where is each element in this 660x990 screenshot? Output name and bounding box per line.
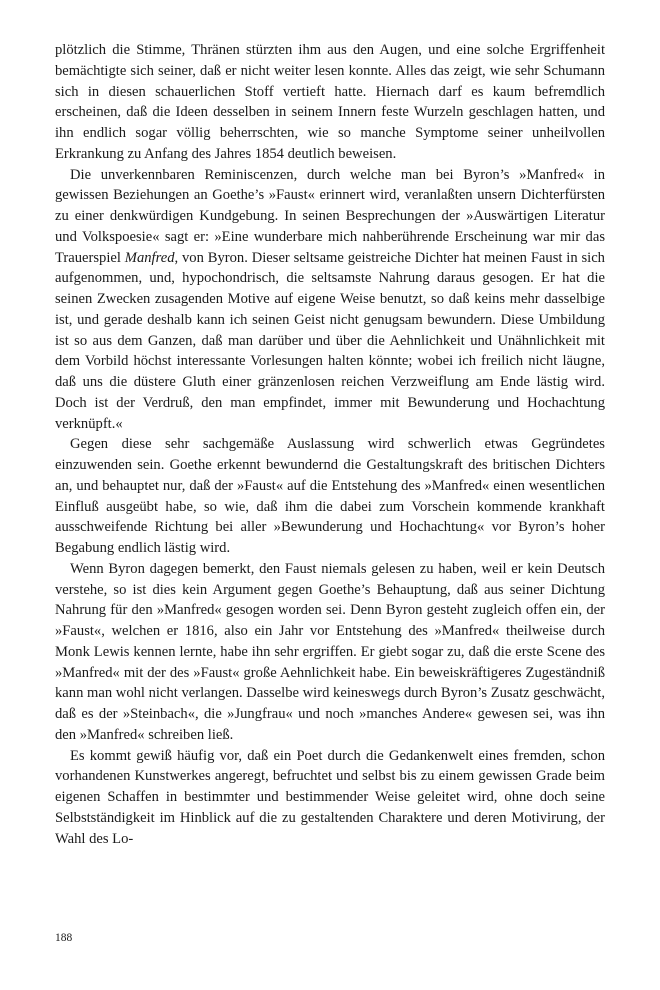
- paragraph-5: Es kommt gewiß häufig vor, daß ein Poet durch die Gedankenwelt eines fremden, schon vorhandenen Kunstwerkes angeregt, befruchtet und selbst bis zu einem gewissen Grade beim eigenen Schaffen in bestimmter und bestimmender Weise geleitet wird, ohne doch seine Selbstständigkeit im Hinblick auf die zu gestaltenden Charaktere und deren Motivirung, der Wahl des Lo-: [55, 747, 605, 847]
- page-body: [55, 40, 605, 849]
- paragraph-3: Gegen diese sehr sachgemäße Auslassung wird schwerlich etwas Gegründetes einzuwenden sein. Goethe erkennt bewundernd die Gestaltungskraft des britischen Dichters an, und behauptet nur, daß der »Faust« auf die Entstehung des »Manfred« einen wesentlichen Einfluß ausgeübt habe, so wie, daß ihm die dabei zum Vorschein kommende krankhaft ausschweifende Richtung bei aller »Bewunderung und Hochachtung« vor Byron’s hoher Begabung endlich lästig wird.: [55, 436, 605, 556]
- paragraph-2: [55, 165, 605, 435]
- page-number: 188: [55, 932, 73, 944]
- paragraph-2-part-b: , von Byron. Dieser seltsame geistreiche Dichter hat meinen Faust in sich aufgenommen, und, hypochondrisch, die seltsamste Nahrung daraus gesogen. Er hat die seinen Zwecken zusagenden Motive auf eigene Weise benutzt, so daß keins mehr dasselbige ist, und gerade deshalb kann ich seinen Geist nicht genugsam bewundern. Diese Umbildung ist so aus dem Ganzen, daß man darüber und über die Aehnlichkeit und Unähnlichkeit mit dem Vorbild höchst interessante Vorlesungen halten könnte; wobei ich freilich nicht läugne, daß uns die düstere Gluth einer gränzenlosen reichen Verzweiflung am Ende lästig wird. Doch ist der Verdruß, den man empfindet, immer mit Bewunderung und Hochachtung verknüpft.«: [55, 249, 605, 432]
- paragraph-4: Wenn Byron dagegen bemerkt, den Faust niemals gelesen zu haben, weil er kein Deutsch verstehe, so ist dies kein Argument gegen Goethe’s Behauptung, daß aus seiner Dichtung Nahrung für den »Manfred« gesogen worden sei. Denn Byron gesteht zugleich offen ein, der »Faust«, welchen er 1816, also ein Jahr vor Entstehung des »Manfred« theilweise durch Monk Lewis kennen lernte, habe ihn sehr ergriffen. Er giebt sogar zu, daß die erste Scene des »Manfred« mit der des »Faust« große Aehnlichkeit habe. Ein beweiskräftigeres Zugeständniß kann man wohl nicht verlangen. Dasselbe wird keineswegs durch Byron’s Zusatz geschwächt, daß es der »Steinbach«, die »Jungfrau« und noch »manches Andere« gewesen sei, was ihn den »Manfred« schreiben ließ.: [55, 560, 605, 743]
- manfred-title-italic: Manfred: [124, 249, 175, 266]
- paragraph-1: plötzlich die Stimme, Thränen stürzten ihm aus den Augen, und eine solche Ergriffenheit bemächtigte sich seiner, daß er nicht weiter lesen konnte. Alles das zeigt, wie sehr Schumann sich in diesen schauerlichen Stoff vertieft hatte. Hiernach darf es kaum befremdlich erscheinen, daß die Ideen desselben in seinem Innern feste Wurzeln geschlagen hatten, und ihn endlich sogar völlig beherrschten, wie so manche Symptome seiner unheilvollen Erkrankung zu Anfang des Jahres 1854 deutlich beweisen.: [55, 42, 605, 162]
- paragraph-2-part-a: Die unverkennbaren Reminiscenzen, durch welche man bei Byron’s »Manfred« in gewissen Beziehungen an Goethe’s »Faust« erinnert wird, veranlaßten unsern Dichterfürsten zu einer denkwürdigen Kundgebung. In seinen Besprechungen der »Auswärtigen Literatur und Volkspoesie« sagt er: »Eine wunderbare mich nahberührende Erscheinung war mir das Trauerspiel: [55, 166, 605, 266]
